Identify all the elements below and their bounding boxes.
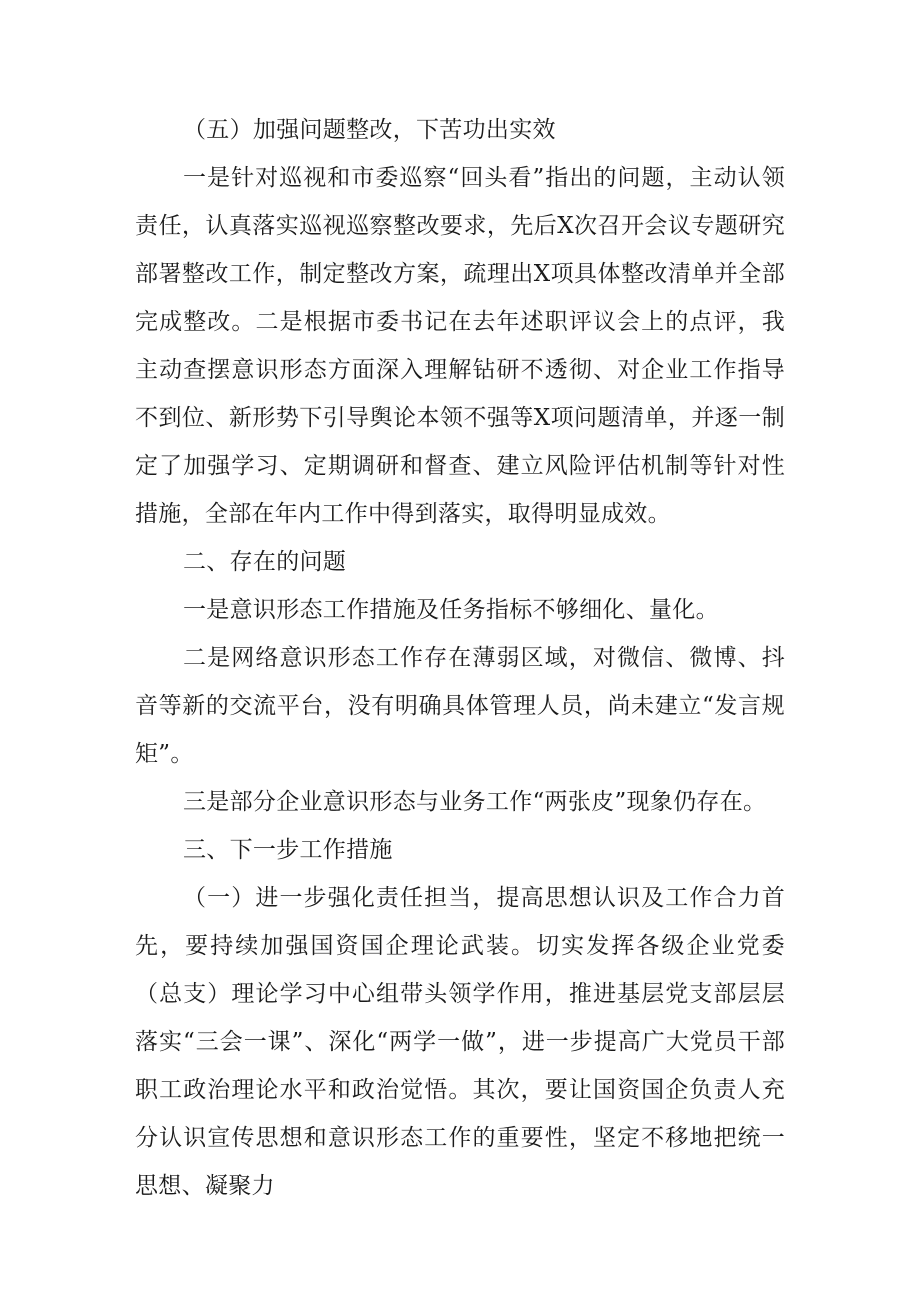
measure-1-paragraph: （一）进一步强化责任担当，提高思想认识及工作合力首先，要持续加强国资国企理论武装。切实发挥各级企业党委（总支）理论学习中心组带头领学作用，推进基层党支部层层落实“三会一课”、深化“两学一做”，进一步提高广大党员干部职工政治理论水平和政治觉悟。其次，要让国资国企负责人充分认识宣传思想和意识形态工作的重要性，坚定不移地把统一思想、凝聚力 [135, 885, 785, 1199]
problem-item-1: 一是意识形态工作措施及任务指标不够细化、量化。 [183, 597, 719, 623]
problem-item-3: 三是部分企业意识形态与业务工作“两张皮”现象仍存在。 [183, 789, 767, 815]
section5-heading: （五）加强问题整改，下苦功出实效 [183, 117, 556, 143]
measures-heading: 三、下一步工作措施 [183, 837, 393, 863]
section5-paragraph: 一是针对巡视和市委巡察“回头看”指出的问题，主动认领责任，认真落实巡视巡察整改要求，先后X次召开会议专题研究部署整改工作，制定整改方案，疏理出X项具体整改清单并全部完成整改。二是根据市委书记在去年述职评议会上的点评，我主动查摆意识形态方面深入理解钻研不透彻、对企业工作指导不到位、新形势下引导舆论本领不强等X项问题清单，并逐一制定了加强学习、定期调研和督查、建立风险评估机制等针对性措施，全部在年内工作中得到落实，取得明显成效。 [135, 165, 785, 527]
document-body [135, 106, 785, 1210]
problems-heading: 二、存在的问题 [183, 549, 347, 575]
problem-item-2: 二是网络意识形态工作存在薄弱区域，对微信、微博、抖音等新的交流平台，没有明确具体管理人员，尚未建立“发言规矩”。 [135, 645, 785, 767]
